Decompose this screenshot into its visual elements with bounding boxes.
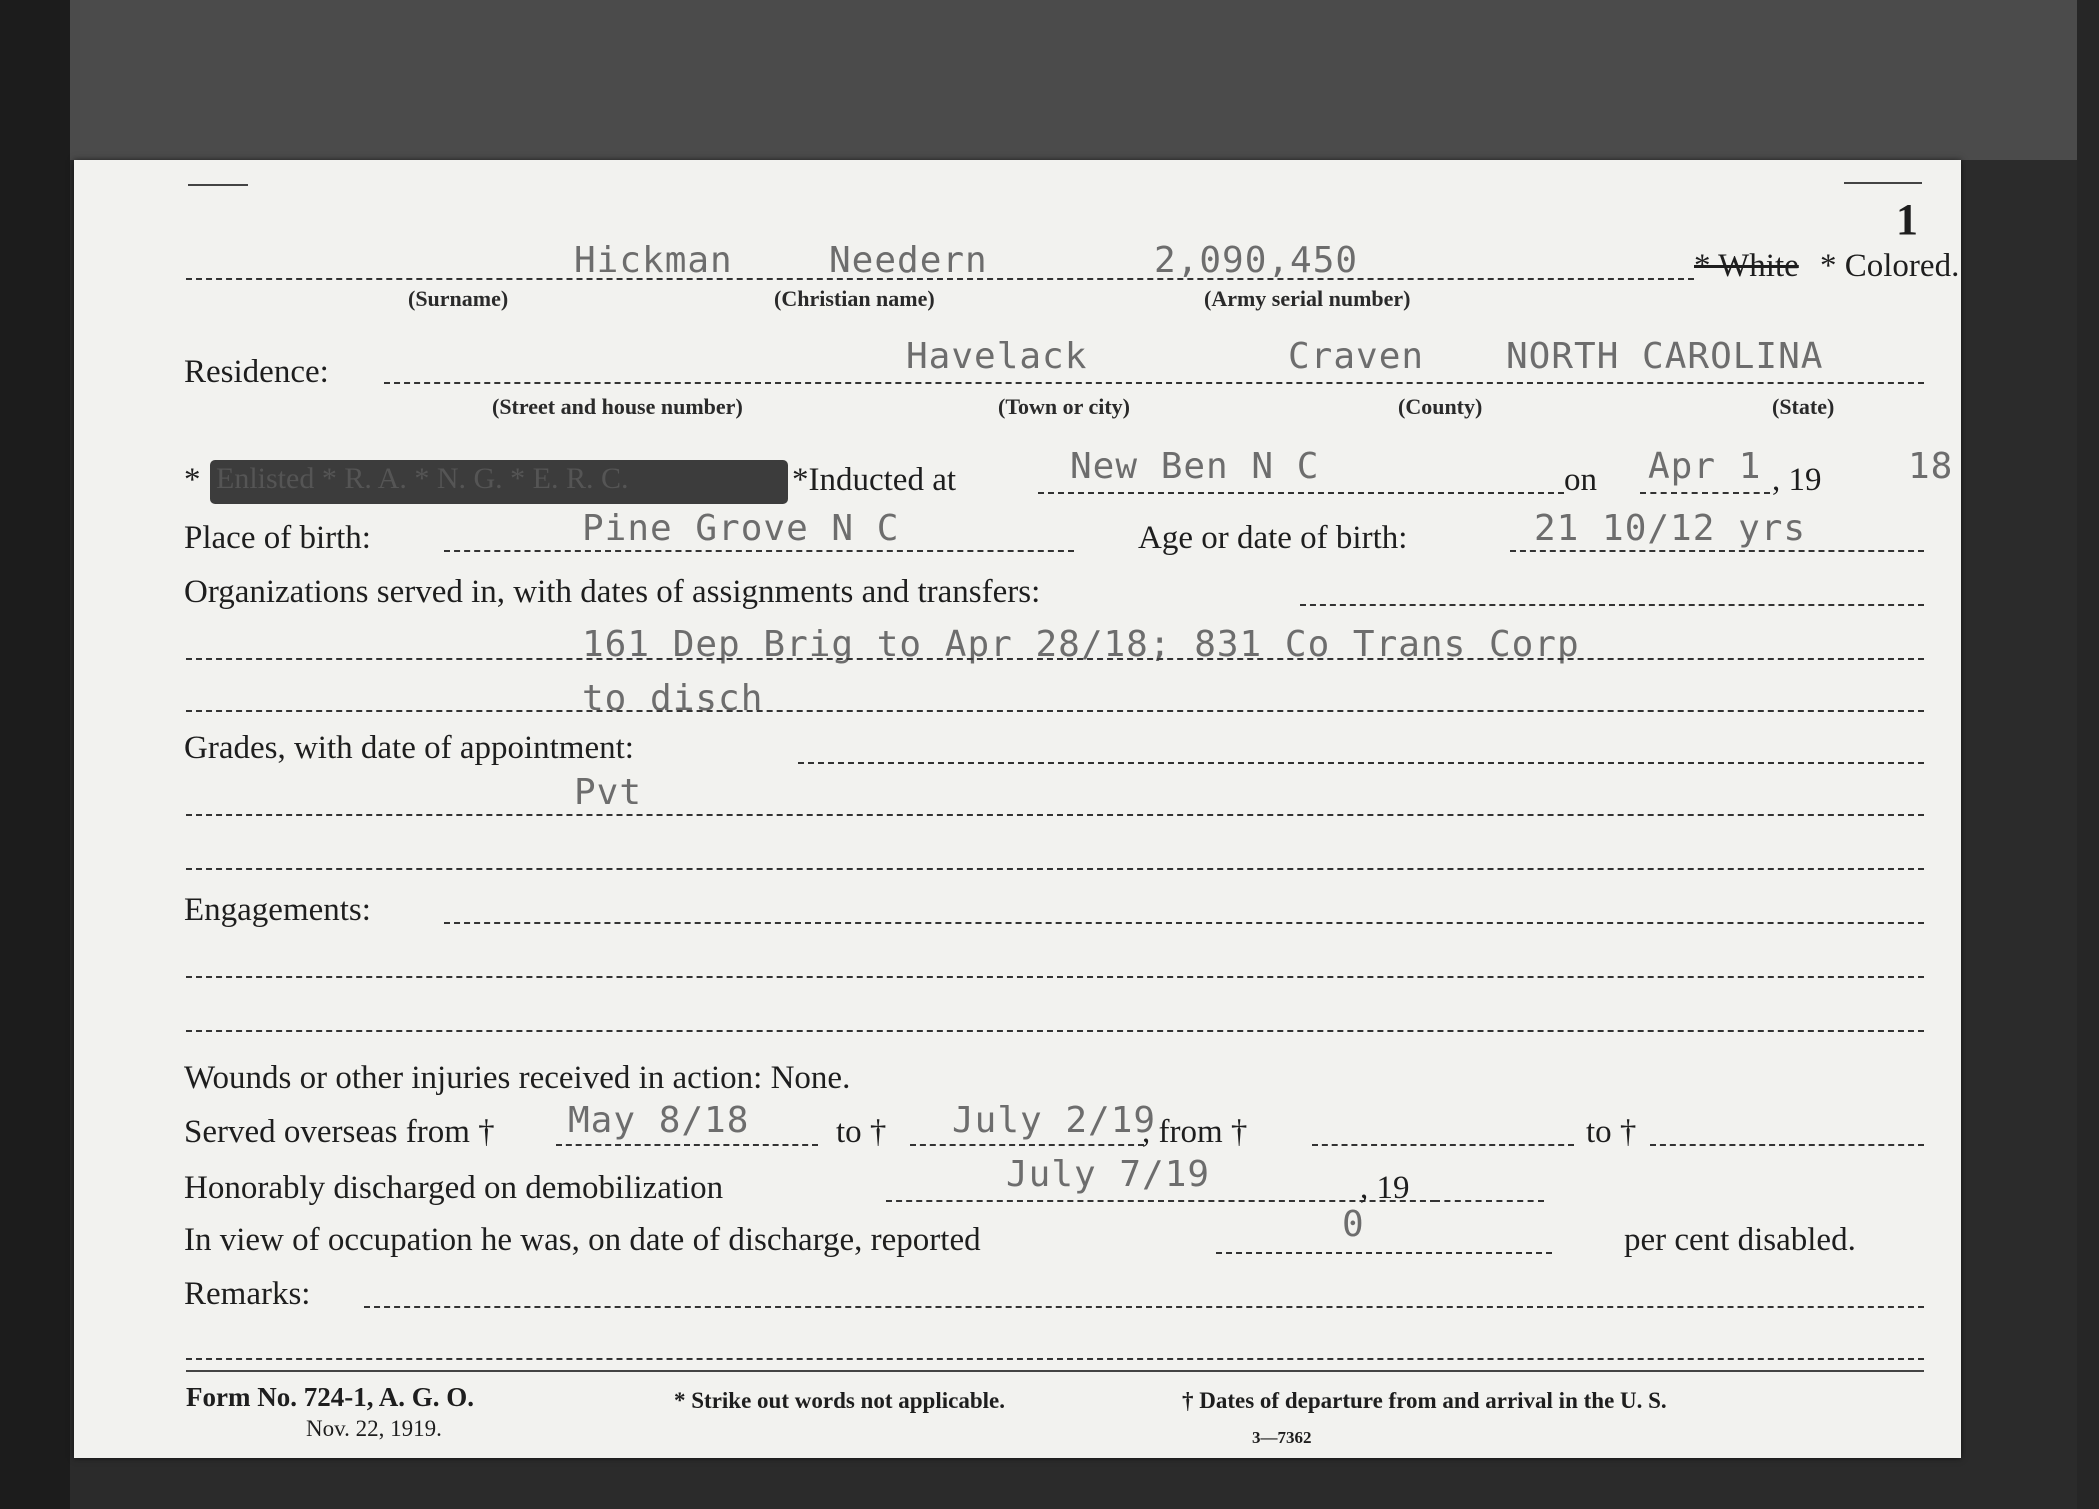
- discharge-year-prefix: , 19: [1360, 1170, 1410, 1206]
- remarks-label: Remarks:: [184, 1276, 311, 1312]
- organizations-line-2: to disch: [582, 678, 764, 719]
- enlisted-text: Enlisted * R. A. * N. G. * E. R. C.: [216, 462, 629, 495]
- street-caption: (Street and house number): [492, 394, 743, 419]
- overseas-to-1: July 2/19: [952, 1100, 1157, 1141]
- discharge-date: July 7/19: [1006, 1154, 1211, 1195]
- state-caption: (State): [1772, 394, 1835, 419]
- discharge-year-line: [1434, 1200, 1544, 1202]
- age-line: [1510, 550, 1924, 552]
- organizations-line-0: [1300, 604, 1924, 606]
- overseas-from-1: May 8/18: [568, 1100, 750, 1141]
- footer-rule: [186, 1370, 1924, 1372]
- engagements-line-1: [186, 976, 1924, 978]
- service-record-card: [74, 160, 1961, 1458]
- inducted-label: *Inducted at: [792, 462, 957, 498]
- enlisted-asterisk: *: [184, 462, 201, 498]
- form-date: Nov. 22, 1919.: [306, 1416, 442, 1441]
- race-colored: * Colored.: [1820, 248, 1960, 284]
- overseas-to-label: to †: [836, 1114, 887, 1150]
- wounds-text: Wounds or other injuries received in action: None.: [184, 1060, 851, 1096]
- discharge-label: Honorably discharged on demobilization: [184, 1170, 724, 1206]
- discharge-line: [886, 1200, 1436, 1202]
- grades-label: Grades, with date of appointment:: [184, 730, 634, 766]
- overseas-from-1-line: [556, 1144, 818, 1146]
- inducted-place: New Ben N C: [1070, 446, 1320, 487]
- christian-name-value: Needern: [829, 240, 988, 281]
- county-caption: (County): [1398, 394, 1483, 419]
- engagements-line-2: [186, 1030, 1924, 1032]
- age-value: 21 10/12 yrs: [1534, 508, 1807, 549]
- overseas-label: Served overseas from †: [184, 1114, 495, 1150]
- on-label: on: [1564, 462, 1597, 498]
- organizations-line-2-rule: [186, 710, 1924, 712]
- engagements-label: Engagements:: [184, 892, 371, 928]
- dates-note: † Dates of departure from and arrival in the U. S.: [1182, 1388, 1667, 1413]
- residence-line: [384, 382, 1924, 384]
- surname-value: Hickman: [574, 240, 733, 281]
- serial-caption: (Army serial number): [1204, 286, 1411, 311]
- place-of-birth-line: [444, 550, 1074, 552]
- disability-value: 0: [1342, 1204, 1365, 1245]
- residence-town: Havelack: [906, 336, 1088, 377]
- organizations-label: Organizations served in, with dates of assignments and transfers:: [184, 574, 1041, 610]
- race-white: * White: [1694, 248, 1799, 284]
- overseas-from-label: , from †: [1142, 1114, 1248, 1150]
- remarks-line-0: [364, 1306, 1924, 1308]
- organizations-line-1-rule: [186, 658, 1924, 660]
- disability-label: In view of occupation he was, on date of discharge, reported: [184, 1222, 981, 1258]
- grades-line-0: [798, 762, 1924, 764]
- engagements-line-0: [444, 922, 1924, 924]
- place-of-birth-value: Pine Grove N C: [582, 508, 900, 549]
- grades-line-2: [186, 868, 1924, 870]
- age-label: Age or date of birth:: [1138, 520, 1408, 556]
- right-border: [2077, 0, 2099, 1509]
- organizations-line-1: 161 Dep Brig to Apr 28/18; 831 Co Trans Corp: [582, 624, 1580, 665]
- inducted-year-prefix: , 19: [1772, 462, 1822, 498]
- disability-suffix: per cent disabled.: [1624, 1222, 1856, 1258]
- overseas-from-2-line: [1312, 1144, 1574, 1146]
- name-line: [186, 278, 1694, 280]
- form-number: Form No. 724-1, A. G. O.: [186, 1382, 474, 1412]
- scanner-background: [0, 0, 2099, 160]
- left-border: [0, 0, 70, 1509]
- overseas-to-2-line: [1650, 1144, 1924, 1146]
- surname-caption: (Surname): [408, 286, 509, 311]
- corner-mark-left: [188, 184, 248, 186]
- christian-name-caption: (Christian name): [774, 286, 935, 311]
- strike-note: * Strike out words not applicable.: [674, 1388, 1005, 1413]
- print-code: 3—7362: [1252, 1428, 1312, 1447]
- place-of-birth-label: Place of birth:: [184, 520, 371, 556]
- serial-number-value: 2,090,450: [1154, 240, 1359, 281]
- town-caption: (Town or city): [998, 394, 1130, 419]
- residence-label: Residence:: [184, 354, 329, 390]
- card-number: 1: [1896, 195, 1918, 244]
- disability-line: [1216, 1252, 1552, 1254]
- overseas-to-1-line: [910, 1144, 1144, 1146]
- inducted-year-suffix: 18: [1908, 446, 1954, 487]
- inducted-date: Apr 1: [1648, 446, 1762, 487]
- remarks-line-1: [186, 1358, 1924, 1360]
- overseas-to-label-2: to †: [1586, 1114, 1637, 1150]
- grades-value: Pvt: [574, 772, 643, 813]
- residence-state: NORTH CAROLINA: [1506, 336, 1824, 377]
- inducted-date-line: [1640, 492, 1770, 494]
- grades-line-1: [186, 814, 1924, 816]
- inducted-line: [1038, 492, 1564, 494]
- corner-mark-right: [1844, 182, 1922, 184]
- residence-county: Craven: [1288, 336, 1425, 377]
